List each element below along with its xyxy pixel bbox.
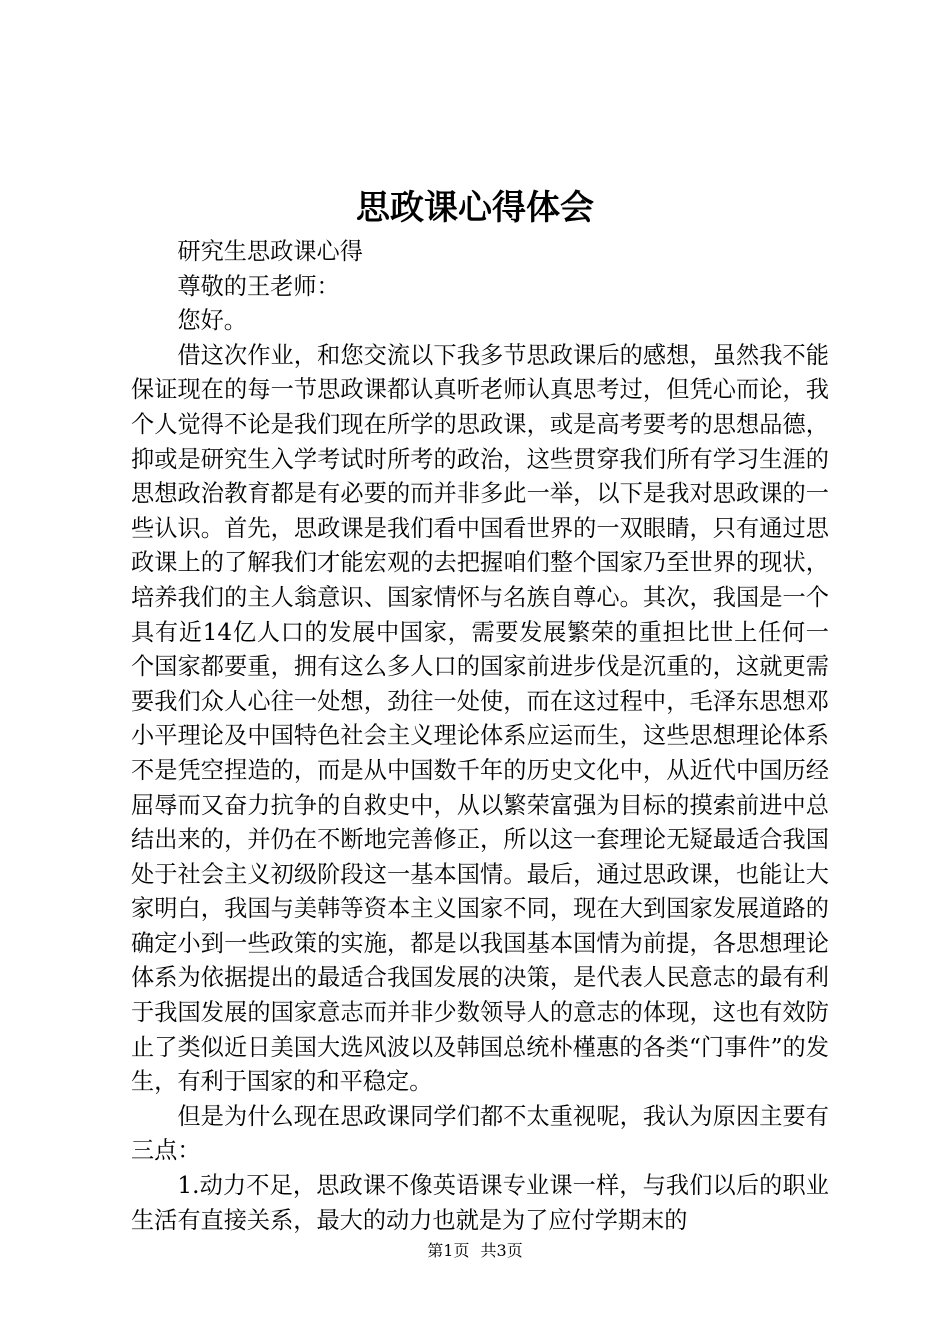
paragraph-point-1: 1.动力不足，思政课不像英语课专业课一样，与我们以后的职业生活有直接关系，最大的动力也就是为了应付学期末的 (131, 1172, 829, 1234)
page-total: 共3页 (480, 1241, 523, 1260)
paragraph-salutation: 尊敬的王老师： (177, 272, 340, 300)
paragraph-question: 但是为什么现在思政课同学们都不太重视呢，我认为原因主要有三点： (131, 1102, 829, 1165)
document-body (131, 235, 829, 1238)
page-number: 第1页 (427, 1241, 470, 1260)
page-footer (0, 1239, 950, 1263)
paragraph-main: 借这次作业，和您交流以下我多节思政课后的感想，虽然我不能保证现在的每一节思政课都认真听老师认真思考过，但凭心而论，我个人觉得不论是我们现在所学的思政课，或是高考要考的思想品德，抑或是研究生入学考试时所考的政治，这些贯穿我们所有学习生涯的思想政治教育都是有必要的而并非多此一举，以下是我对思政课的一些认识。首先，思政课是我们看中国看世界的一双眼睛，只有通过思政课上的了解我们才能宏观的去把握咱们整个国家乃至世界的现状，培养我们的主人翁意识、国家情怀与名族自尊心。其次，我国是一个具有近14亿人口的发展中国家，需要发展繁荣的重担比世上任何一个国家都要重，拥有这么多人口的国家前进步伐是沉重的，这就更需要我们众人心往一处想，劲往一处使，而在这过程中，毛泽东思想邓小平理论及中国特色社会主义理论体系应运而生，这些思想理论体系不是凭空捏造的，而是从中国数千年的历史文化中，从近代中国历经屈辱而又奋力抗争的自救史中，从以繁荣富强为目标的摸索前进中总结出来的，并仍在不断地完善修正，所以这一套理论无疑最适合我国处于社会主义初级阶段这一基本国情。最后，通过思政课，也能让大家明白，我国与美韩等资本主义国家不同，现在大到国家发展道路的确定小到一些政策的实施，都是以我国基本国情为前提，各思想理论体系为依据提出的最适合我国发展的决策，是代表人民意志的最有利于我国发展的国家意志而并非少数领导人的意志的体现，这也有效防止了类似近日美国大选风波以及韩国总统朴槿惠的各类“门事件”的发生，有利于国家的和平稳定。 (131, 341, 829, 1096)
paragraph-subtitle: 研究生思政课心得 (177, 238, 363, 265)
paragraph-greeting: 您好。 (177, 307, 247, 335)
document-title: 思政课心得体会 (356, 188, 594, 228)
